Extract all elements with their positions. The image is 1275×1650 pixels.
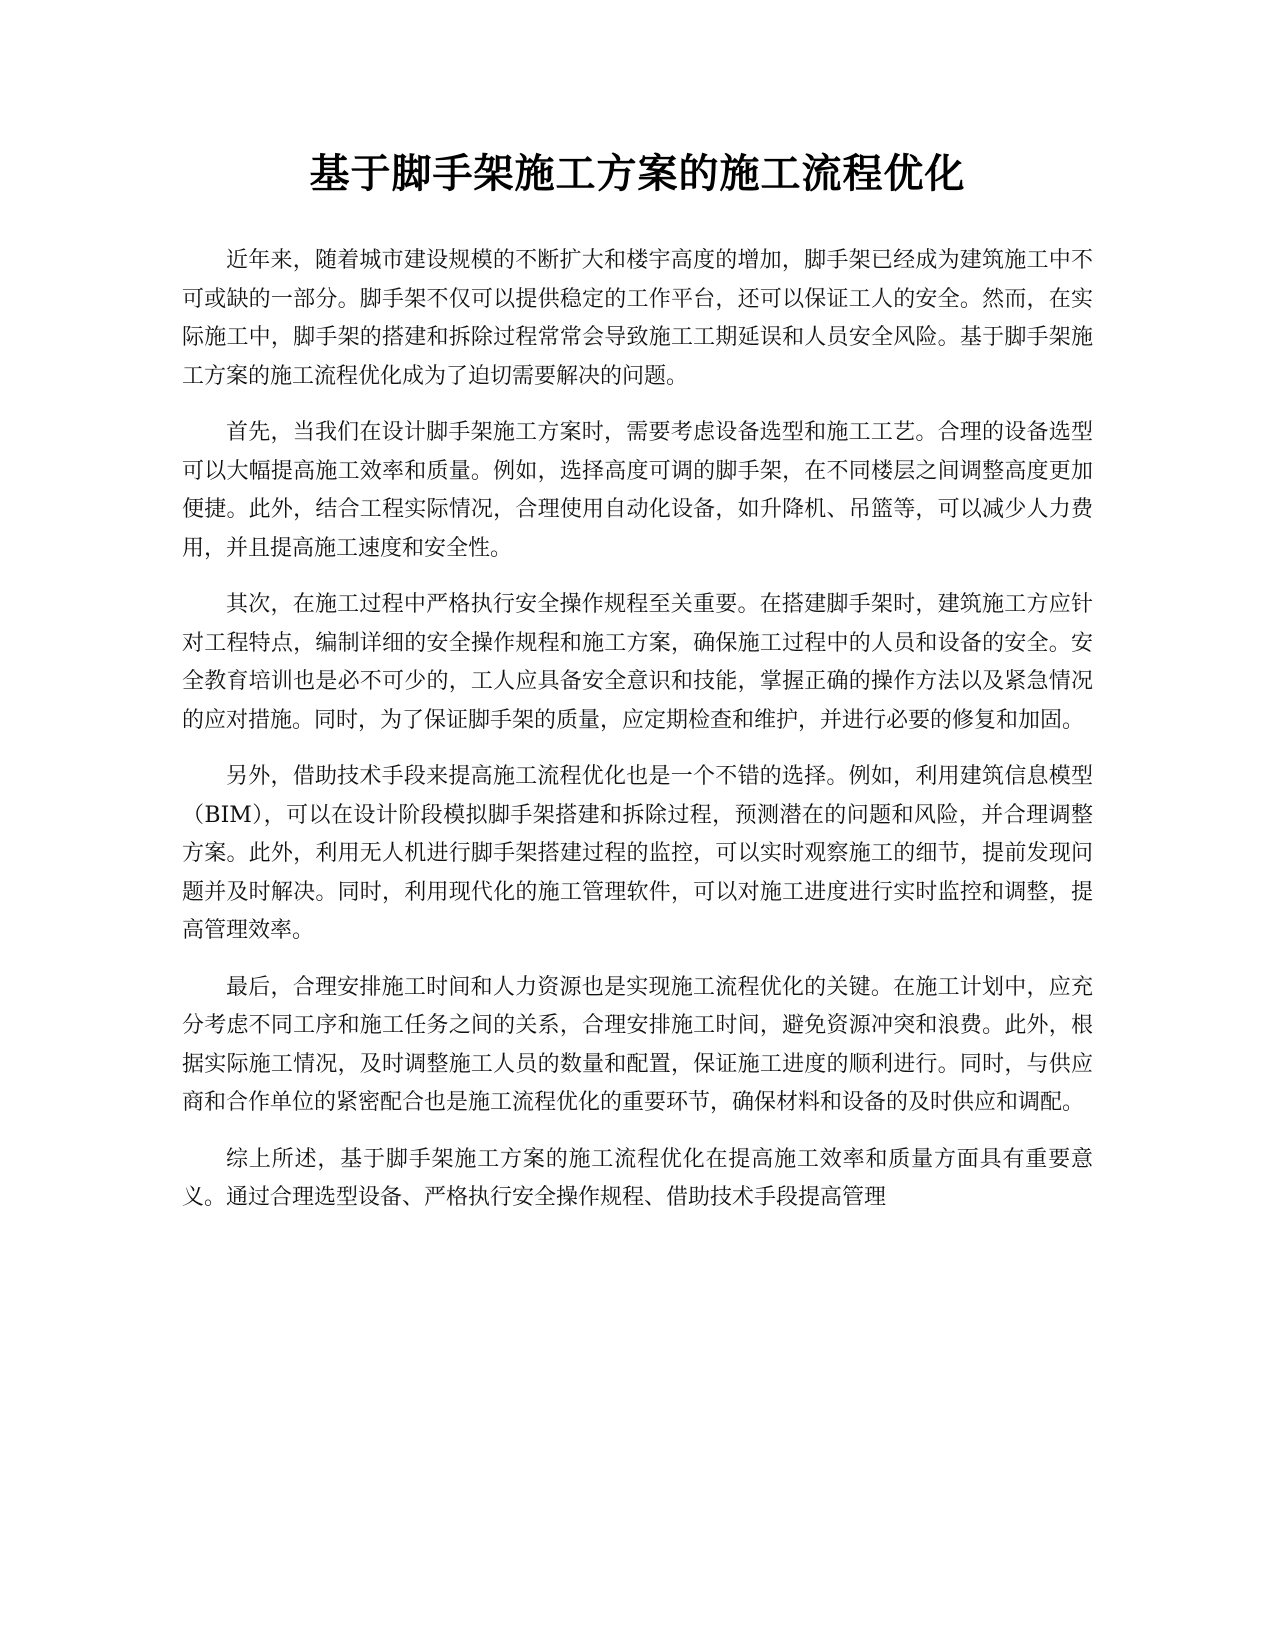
document-page <box>182 140 1093 1236</box>
paragraph-technology: 另外，借助技术手段来提高施工流程优化也是一个不错的选择。例如，利用建筑信息模型（BIM），可以在设计阶段模拟脚手架搭建和拆除过程，预测潜在的问题和风险，并合理调整方案。此外，利用无人机进行脚手架搭建过程的监控，可以实时观察施工的细节，提前发现问题并及时解决。同时，利用现代化的施工管理软件，可以对施工进度进行实时监控和调整，提高管理效率。 <box>182 764 1093 943</box>
paragraph-equipment-selection: 首先，当我们在设计脚手架施工方案时，需要考虑设备选型和施工工艺。合理的设备选型可以大幅提高施工效率和质量。例如，选择高度可调的脚手架，在不同楼层之间调整高度更加便捷。此外，结合工程实际情况，合理使用自动化设备，如升降机、吊篮等，可以减少人力费用，并且提高施工速度和安全性。 <box>182 420 1093 561</box>
paragraph-safety-procedures: 其次，在施工过程中严格执行安全操作规程至关重要。在搭建脚手架时，建筑施工方应针对工程特点，编制详细的安全操作规程和施工方案，确保施工过程中的人员和设备的安全。安全教育培训也是必不可少的，工人应具备安全意识和技能，掌握正确的操作方法以及紧急情况的应对措施。同时，为了保证脚手架的质量，应定期检查和维护，并进行必要的修复和加固。 <box>182 592 1093 733</box>
document-title: 基于脚手架施工方案的施工流程优化 <box>309 151 966 197</box>
paragraph-intro: 近年来，随着城市建设规模的不断扩大和楼宇高度的增加，脚手架已经成为建筑施工中不可或缺的一部分。脚手架不仅可以提供稳定的工作平台，还可以保证工人的安全。然而，在实际施工中，脚手架的搭建和拆除过程常常会导致施工工期延误和人员安全风险。基于脚手架施工方案的施工流程优化成为了迫切需要解决的问题。 <box>182 248 1093 389</box>
paragraph-summary: 综上所述，基于脚手架施工方案的施工流程优化在提高施工效率和质量方面具有重要意义。通过合理选型设备、严格执行安全操作规程、借助技术手段提高管理 <box>182 1146 1093 1210</box>
paragraph-scheduling: 最后，合理安排施工时间和人力资源也是实现施工流程优化的关键。在施工计划中，应充分考虑不同工序和施工任务之间的关系，合理安排施工时间，避免资源冲突和浪费。此外，根据实际施工情况，及时调整施工人员的数量和配置，保证施工进度的顺利进行。同时，与供应商和合作单位的紧密配合也是施工流程优化的重要环节，确保材料和设备的及时供应和调配。 <box>182 974 1093 1115</box>
